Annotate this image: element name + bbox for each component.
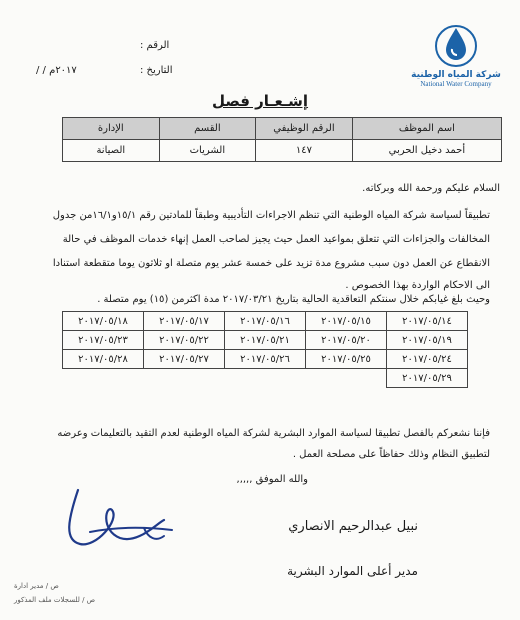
dates-row <box>63 350 468 369</box>
date-cell: ٢٠١٧/٠٥/٢٥ <box>306 350 387 369</box>
paragraph-1-line-1: تطبيقاً لسياسة شركة المياه الوطنية التي تنظم الاجراءات التأديبية وطبقاً للمادتين رقم ١٥/١و١٦/١من جدول <box>52 210 490 221</box>
date-cell: ٢٠١٧/٠٥/٢٠ <box>306 331 387 350</box>
empty-cell <box>144 369 225 388</box>
date-cell: ٢٠١٧/٠٥/١٨ <box>63 312 144 331</box>
dates-row <box>63 331 468 350</box>
cc-line-1: ص / مدير ادارة <box>14 582 59 590</box>
date-cell: ٢٠١٧/٠٥/٢٣ <box>63 331 144 350</box>
paragraph-1-line-2: المخالفات والجزاءات التي تتعلق بمواعيد العمل حيث يجيز لصاحب العمل إنهاء خدمات الموظف في حالة <box>62 234 490 245</box>
handwritten-signature <box>60 480 190 565</box>
employee-table <box>62 117 502 162</box>
paragraph-3-line-1: فإننا نشعركم بالفصل تطبيقا لسياسة الموارد البشرية لشركة المياه الوطنية لعدم التقيد بالتعليمات وعرضه <box>57 428 490 439</box>
document-title: إشـعـار فصل <box>211 92 309 110</box>
date-cell: ٢٠١٧/٠٥/١٩ <box>387 331 468 350</box>
header-employee-id: الرقم الوظيفي <box>256 118 353 140</box>
date-cell: ٢٠١٧/٠٥/٢٤ <box>387 350 468 369</box>
date-cell: ٢٠١٧/٠٥/٢٩ <box>387 369 468 388</box>
closing-line: والله الموفق ,,,,, <box>236 474 308 485</box>
dates-row <box>63 312 468 331</box>
employee-administration: الصيانة <box>63 140 160 162</box>
employee-table-row <box>63 140 502 162</box>
employee-id: ١٤٧ <box>256 140 353 162</box>
date-cell: ٢٠١٧/٠٥/٢٨ <box>63 350 144 369</box>
date-cell: ٢٠١٧/٠٥/٢٧ <box>144 350 225 369</box>
date-value: / / ٢٠١٧م <box>36 65 77 76</box>
greeting: السلام عليكم ورحمة الله وبركاته. <box>362 183 500 194</box>
company-name-ar: شركة المياه الوطنية <box>411 70 501 80</box>
signatory-name: نبيل عبدالرحيم الانصاري <box>288 519 418 534</box>
employee-department: الشريات <box>159 140 256 162</box>
date-cell: ٢٠١٧/٠٥/٢٢ <box>144 331 225 350</box>
date-label: التاريخ : <box>140 65 173 76</box>
employee-table-header <box>63 118 502 140</box>
ref-label: الرقم : <box>140 40 170 51</box>
empty-cell <box>225 369 306 388</box>
dates-row <box>63 369 468 388</box>
date-cell: ٢٠١٧/٠٥/٢١ <box>225 331 306 350</box>
paragraph-1-line-4: الى الاحكام الواردة بهذا الخصوص . <box>345 280 490 291</box>
header-department: القسم <box>159 118 256 140</box>
employee-name: أحمد دخيل الحربي <box>352 140 501 162</box>
date-cell: ٢٠١٧/٠٥/١٤ <box>387 312 468 331</box>
empty-cell <box>63 369 144 388</box>
signatory-title: مدير أعلى الموارد البشرية <box>287 564 418 578</box>
company-name-en: National Water Company <box>420 80 492 88</box>
header-administration: الإدارة <box>63 118 160 140</box>
absence-dates-table <box>62 311 468 388</box>
header-employee-name: اسم الموظف <box>352 118 501 140</box>
empty-cell <box>306 369 387 388</box>
date-cell: ٢٠١٧/٠٥/١٥ <box>306 312 387 331</box>
date-cell: ٢٠١٧/٠٥/١٧ <box>144 312 225 331</box>
paragraph-2: وحيث بلغ غيابكم خلال سنتكم التعاقدية الحالية بتاريخ ٢٠١٧/٠٣/٢١ مدة اكثرمن (١٥) يوم متصلة . <box>97 294 490 305</box>
date-cell: ٢٠١٧/٠٥/١٦ <box>225 312 306 331</box>
paragraph-3-line-2: لتطبيق النظام وذلك حفاظاً على مصلحة العمل . <box>292 449 490 460</box>
cc-line-2: ص / للسجلات ملف المذكور <box>14 596 96 604</box>
company-logo <box>406 22 506 88</box>
water-drop-logo-icon <box>430 22 482 68</box>
paragraph-1-line-3: الانقطاع عن العمل دون سبب مشروع مدة تزيد على خمسة عشر يوم متصلة او ثلاثون يوما متقطعة استنادا <box>52 258 490 269</box>
date-cell: ٢٠١٧/٠٥/٢٦ <box>225 350 306 369</box>
